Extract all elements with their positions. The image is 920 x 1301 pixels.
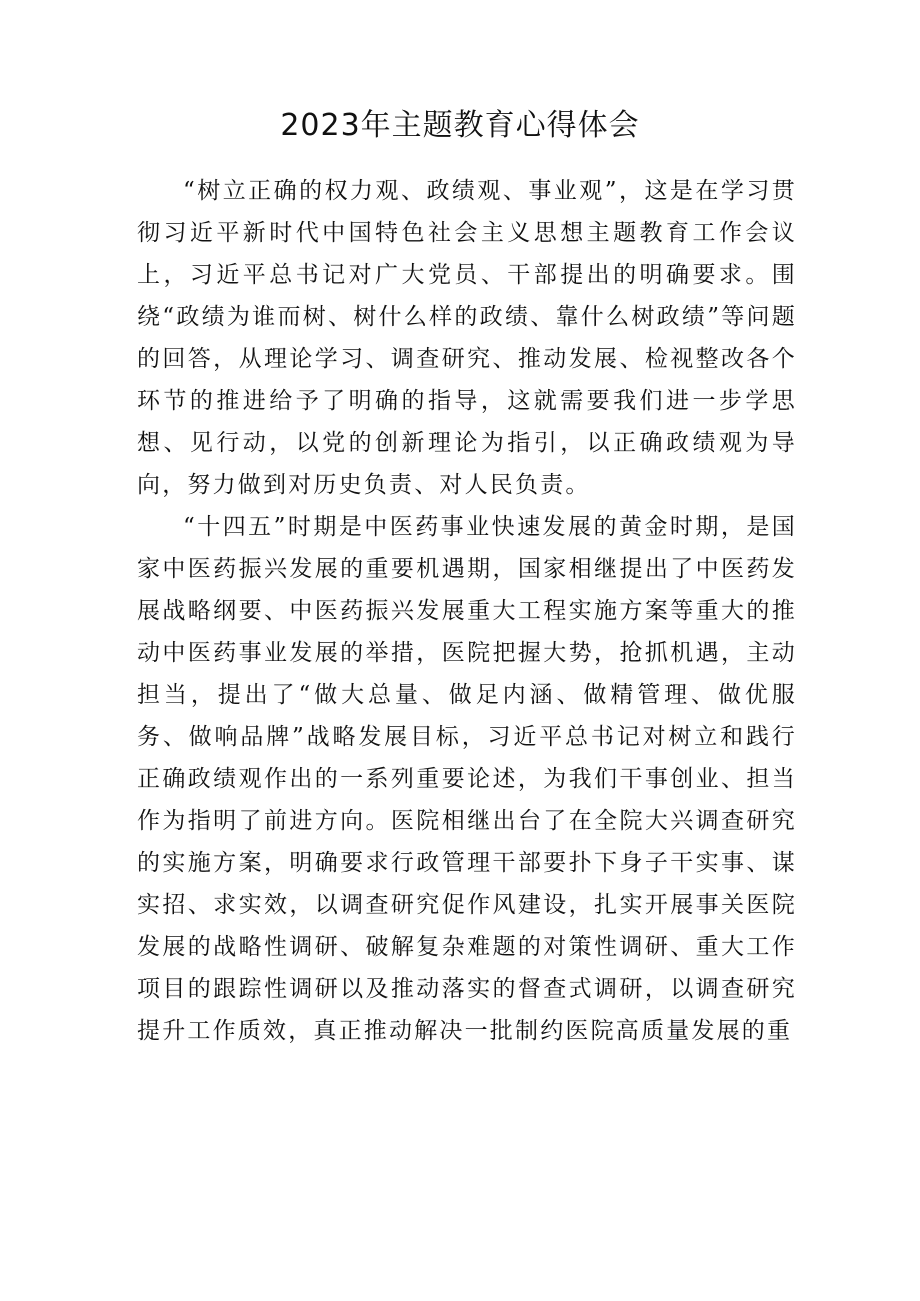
document-title: 2023年主题教育心得体会: [280, 108, 640, 143]
paragraph-1: “树立正确的权力观、政绩观、事业观”，这是在学习贯彻习近平新时代中国特色社会主义思想主题教育工作会议上，习近平总书记对广大党员、干部提出的明确要求。围绕“政绩为谁而树、树什么样的政绩、靠什么树政绩”等问题的回答，从理论学习、调查研究、推动发展、检视整改各个环节的推进给予了明确的指导，这就需要我们进一步学思想、见行动，以党的创新理论为指引，以正确政绩观为导向，努力做到对历史负责、对人民负责。: [137, 178, 797, 498]
document-body: [137, 170, 797, 1052]
paragraph-2: “十四五”时期是中医药事业快速发展的黄金时期，是国家中医药振兴发展的重要机遇期，国家相继提出了中医药发展战略纲要、中医药振兴发展重大工程实施方案等重大的推动中医药事业发展的举措，医院把握大势，抢抓机遇，主动担当，提出了“做大总量、做足内涵、做精管理、做优服务、做响品牌”战略发展目标，习近平总书记对树立和践行正确政绩观作出的一系列重要论述，为我们干事创业、担当作为指明了前进方向。医院相继出台了在全院大兴调查研究的实施方案，明确要求行政管理干部要扑下身子干实事、谋实招、求实效，以调查研究促作风建设，扎实开展事关医院发展的战略性调研、破解复杂难题的对策性调研、重大工作项目的跟踪性调研以及推动落实的督查式调研，以调查研究提升工作质效，真正推动解决一批制约医院高质量发展的重: [137, 514, 797, 1044]
